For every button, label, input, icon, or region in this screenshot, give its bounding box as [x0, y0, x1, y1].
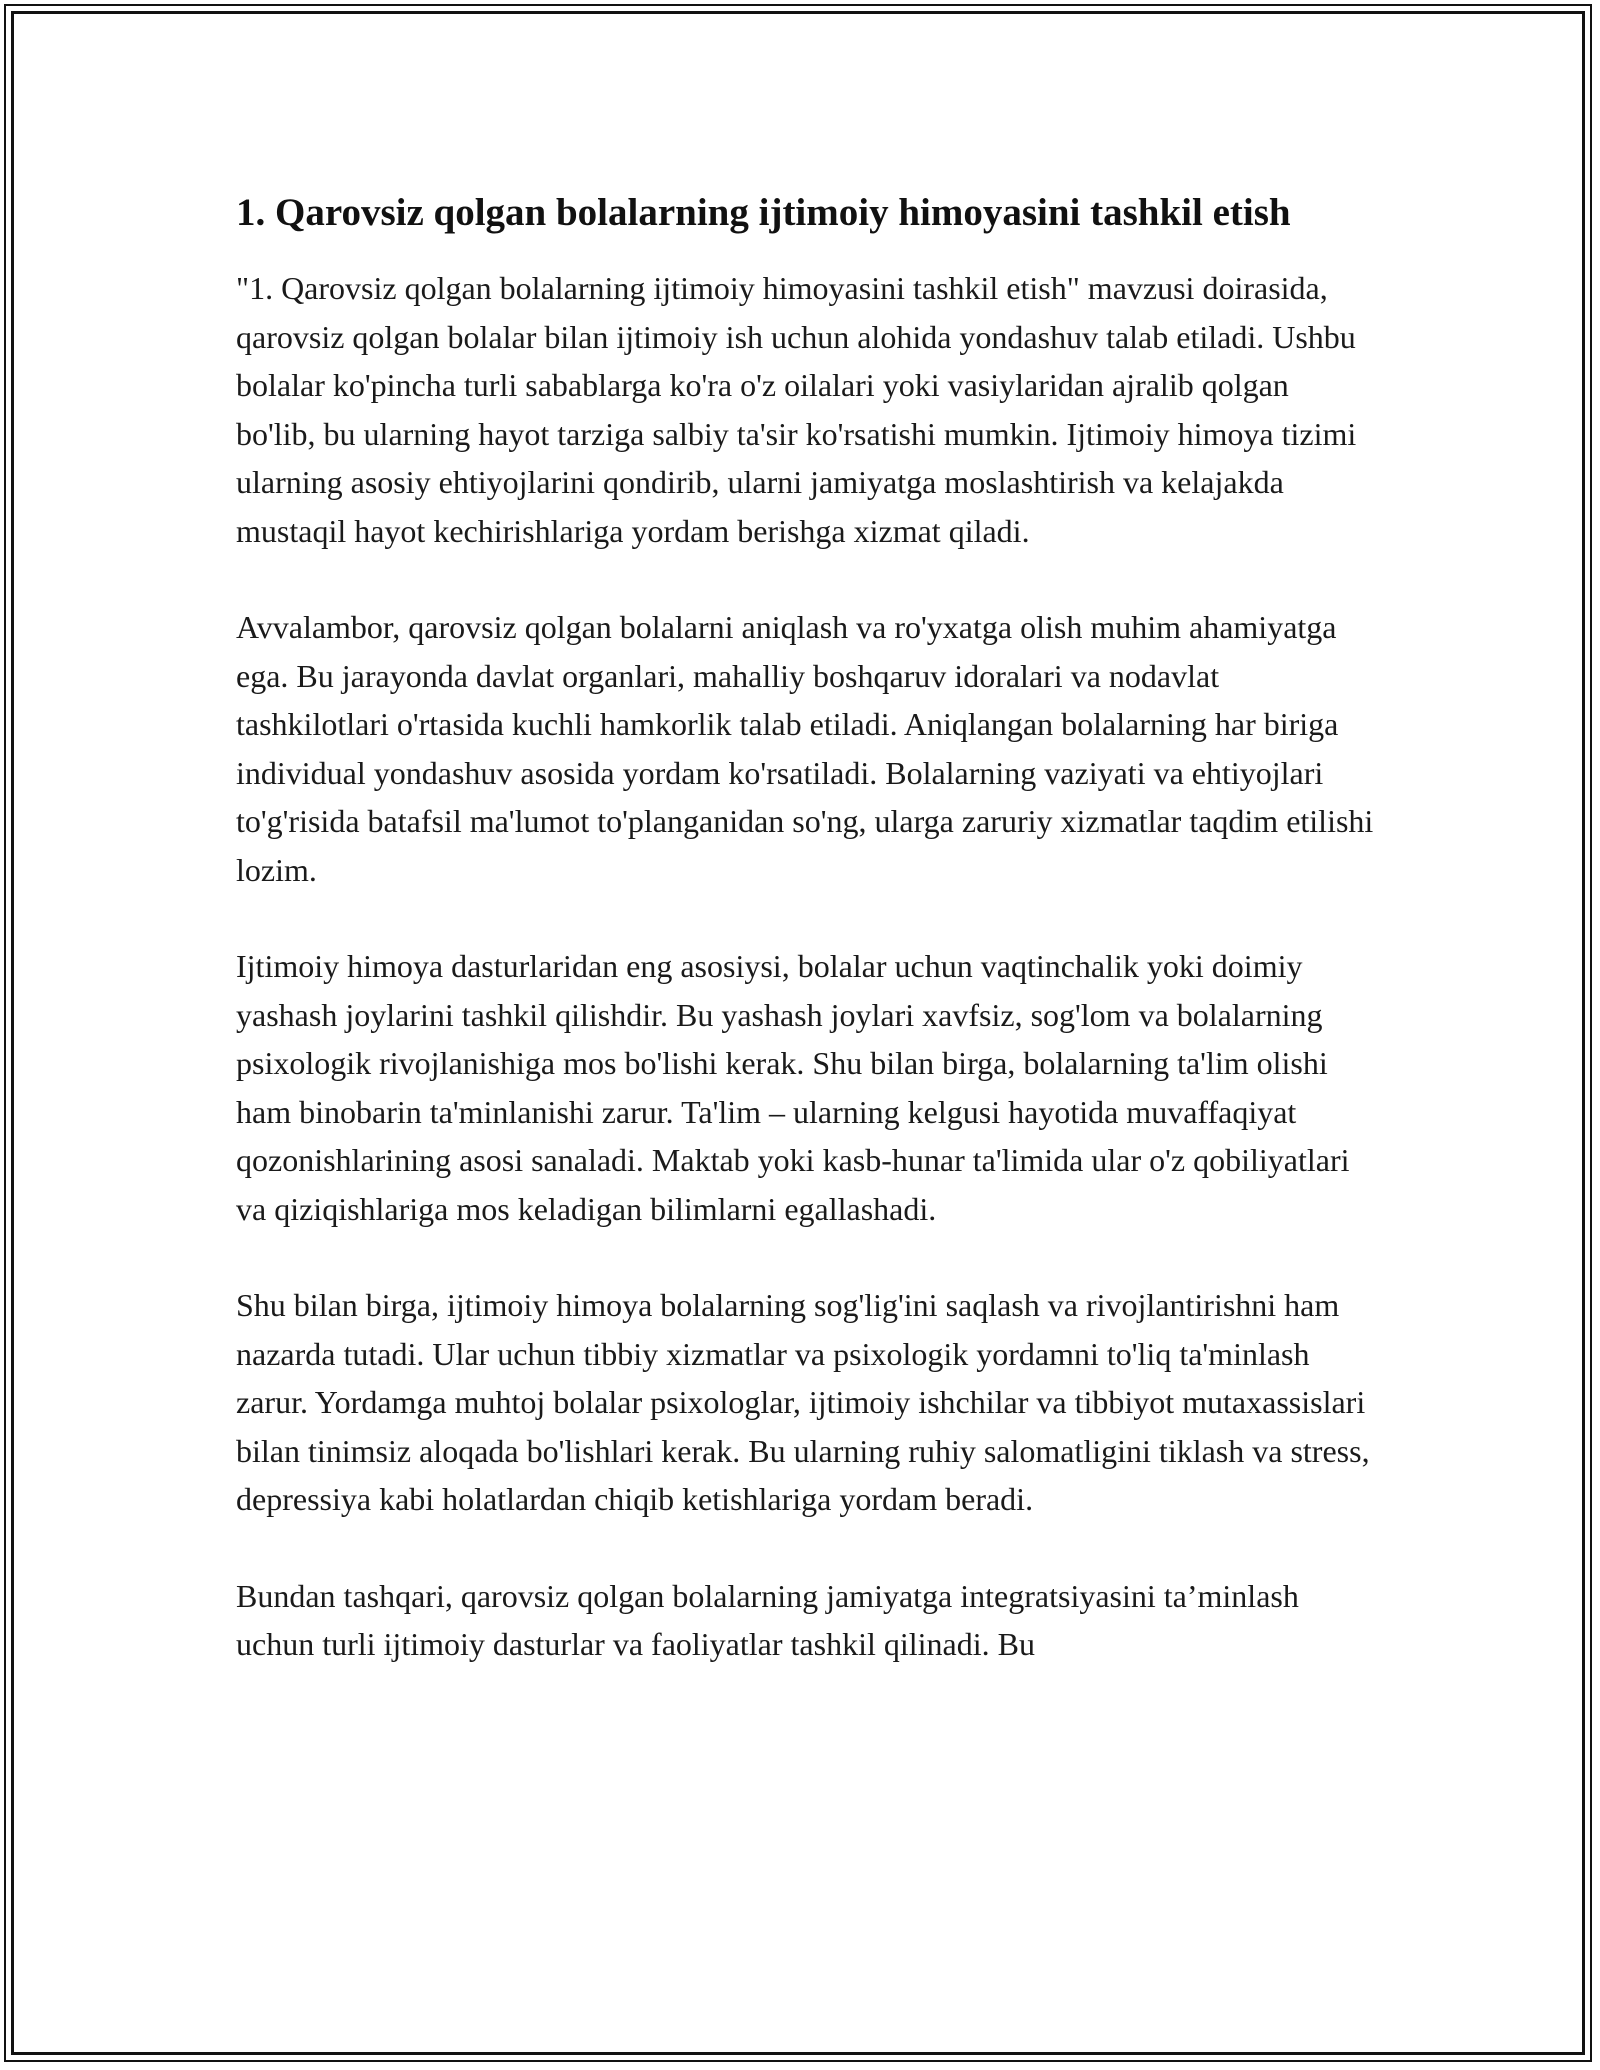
paragraph-2: Avvalambor, qarovsiz qolgan bolalarni aniqlash va ro'yxatga olish muhim ahamiyatga ega. Bu jarayonda davlat organlari, mahalliy boshqaruv idoralari va nodavlat tashkilotlari o'rtasida kuchli hamkorlik talab etiladi. Aniqlangan bolalarning har biriga individual yondashuv asosida yordam ko'rsatiladi. Bolalarning vaziyati va ehtiyojlari to'g'risida batafsil ma'lumot to'planganidan so'ng, ularga zaruriy xizmatlar taqdim etilishi lozim.: [236, 609, 1374, 888]
document-body: [236, 186, 1376, 1669]
document-title: 1. Qarovsiz qolgan bolalarning ijtimoiy himoyasini tashkil etish: [236, 191, 1291, 234]
paragraph-4: Shu bilan birga, ijtimoiy himoya bolalarning sog'lig'ini saqlash va rivojlantirishni ham nazarda tutadi. Ular uchun tibbiy xizmatlar va psixologik yordamni to'liq ta'minlash zarur. Yordamga muhtoj bolalar psixologlar, ijtimoiy ishchilar va tibbiyot mutaxassislari bilan tinimsiz aloqada bo'lishlari kerak. Bu ularning ruhiy salomatligini tiklash va stress, depressiya kabi holatlardan chiqib ketishlariga yordam beradi.: [236, 1287, 1370, 1517]
paragraph-3: Ijtimoiy himoya dasturlaridan eng asosiysi, bolalar uchun vaqtinchalik yoki doimiy yashash joylarini tashkil qilishdir. Bu yashash joylari xavfsiz, sog'lom va bolalarning psixologik rivojlanishiga mos bo'lishi kerak. Shu bilan birga, bolalarning ta'lim olishi ham binobarin ta'minlanishi zarur. Ta'lim – ularning kelgusi hayotida muvaffaqiyat qozonishlarining asosi sanaladi. Maktab yoki kasb-hunar ta'limida ular o'z qobiliyatlari va qiziqishlariga mos keladigan bilimlarni egallashadi.: [236, 948, 1350, 1227]
paragraph-5: Bundan tashqari, qarovsiz qolgan bolalarning jamiyatga integratsiyasini ta’minlash uchun turli ijtimoiy dasturlar va faoliyatlar tashkil qilinadi. Bu: [236, 1577, 1299, 1662]
paragraph-1: "1. Qarovsiz qolgan bolalarning ijtimoiy himoyasini tashkil etish" mavzusi doirasida, qarovsiz qolgan bolalar bilan ijtimoiy ish uchun alohida yondashuv talab etiladi. Ushbu bolalar ko'pincha turli sabablarga ko'ra o'z oilalari yoki vasiylaridan ajralib qolgan bo'lib, bu ularning hayot tarziga salbiy ta'sir ko'rsatishi mumkin. Ijtimoiy himoya tizimi ularning asosiy ehtiyojlarini qondirib, ularni jamiyatga moslashtirish va kelajakda mustaqil hayot kechirishlariga yordam berishga xizmat qiladi.: [236, 270, 1357, 549]
